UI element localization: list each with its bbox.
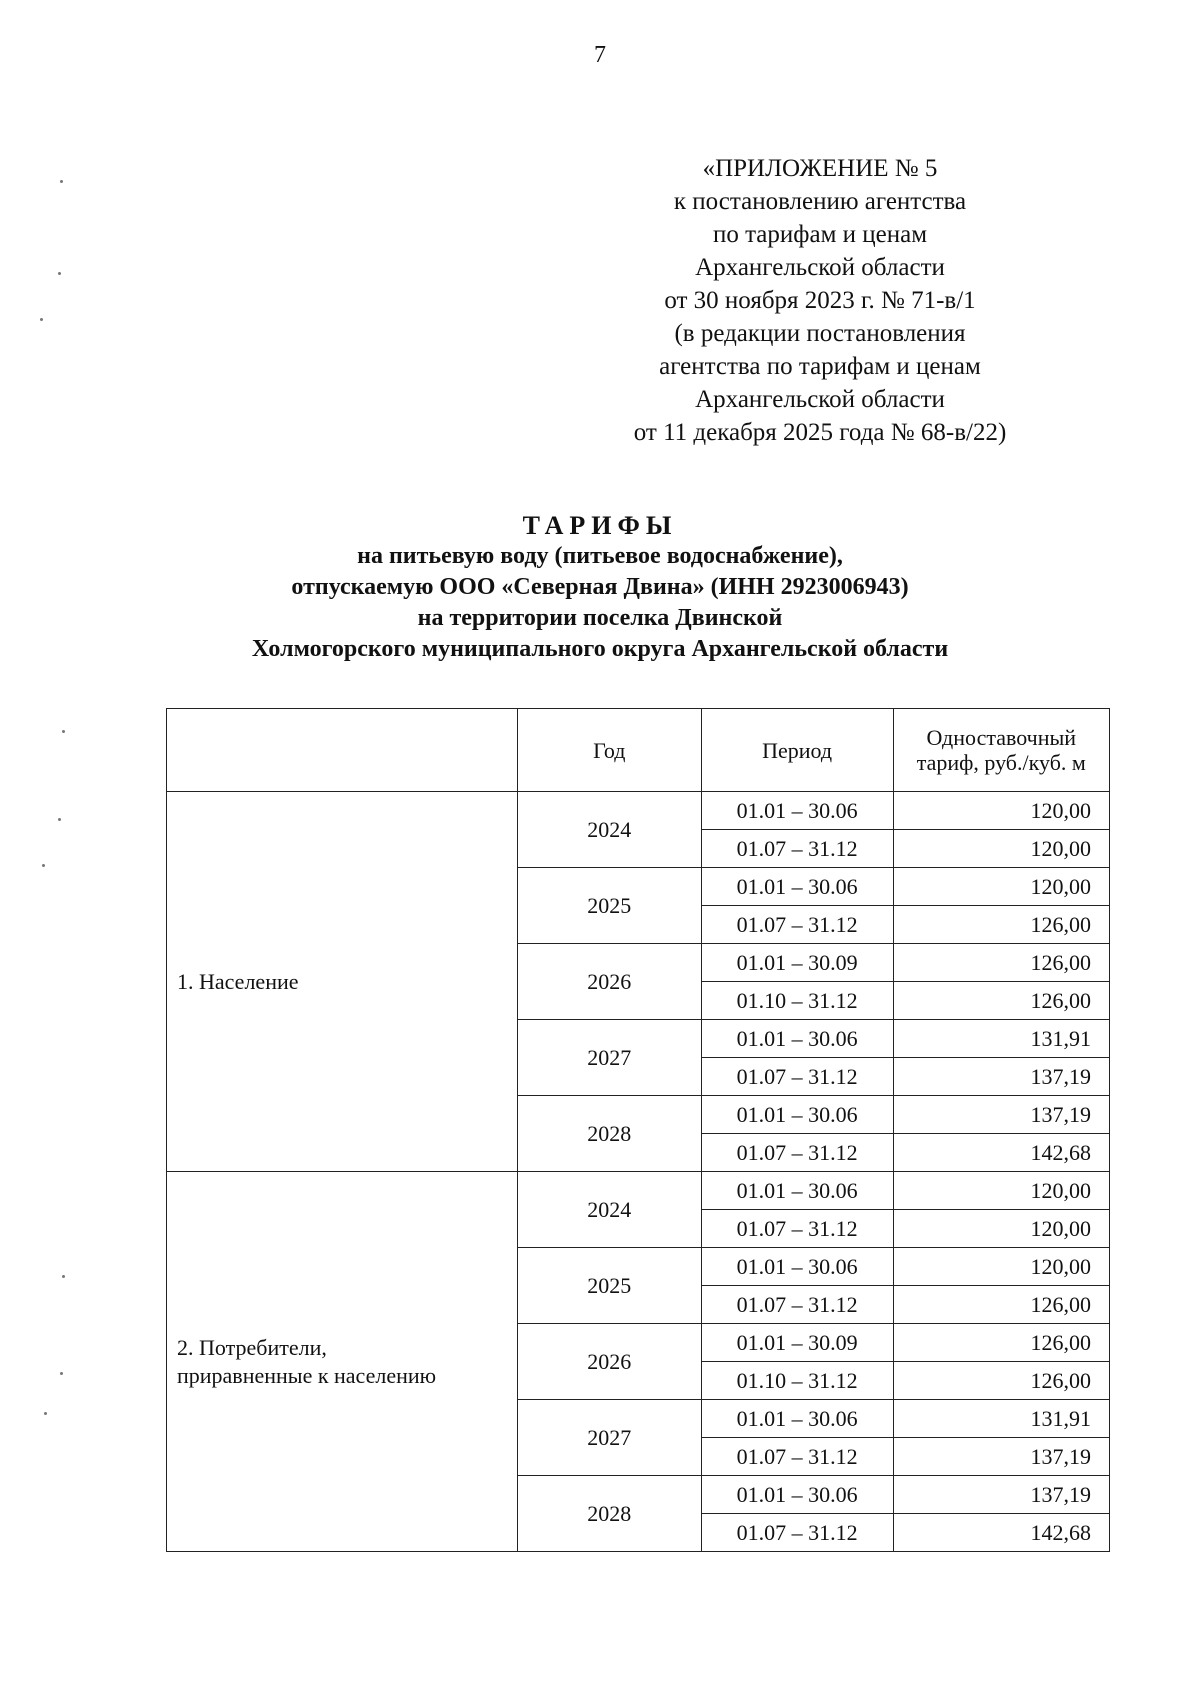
header-tariff: Одноставочный тариф, руб./куб. м xyxy=(893,709,1109,792)
scan-speck xyxy=(40,318,43,321)
year-cell: 2024 xyxy=(517,792,701,868)
period-cell: 01.10 – 31.12 xyxy=(701,1362,893,1400)
period-cell: 01.01 – 30.06 xyxy=(701,1248,893,1286)
appendix-line: (в редакции постановления xyxy=(674,320,966,347)
scan-speck xyxy=(58,272,61,275)
year-cell: 2028 xyxy=(517,1476,701,1552)
appendix-line: агентства по тарифам и ценам xyxy=(659,353,981,380)
scan-speck xyxy=(60,180,63,183)
scan-speck xyxy=(44,1412,47,1415)
title-line: на питьевую воду (питьевое водоснабжение), xyxy=(357,543,843,569)
tariff-value-cell: 126,00 xyxy=(893,1324,1109,1362)
tariff-value-cell: 120,00 xyxy=(893,830,1109,868)
tariff-value-cell: 126,00 xyxy=(893,1286,1109,1324)
tariff-value-cell: 120,00 xyxy=(893,868,1109,906)
period-cell: 01.07 – 31.12 xyxy=(701,1286,893,1324)
appendix-line: Архангельской области xyxy=(695,386,945,413)
tariff-value-cell: 126,00 xyxy=(893,906,1109,944)
appendix-line: «ПРИЛОЖЕНИЕ № 5 xyxy=(702,155,938,182)
period-cell: 01.07 – 31.12 xyxy=(701,1134,893,1172)
period-cell: 01.01 – 30.06 xyxy=(701,792,893,830)
period-cell: 01.01 – 30.09 xyxy=(701,1324,893,1362)
scan-speck xyxy=(62,730,65,733)
title-line: отпускаемую ООО «Северная Двина» (ИНН 2923006943) xyxy=(291,574,909,600)
period-cell: 01.07 – 31.12 xyxy=(701,1058,893,1096)
year-cell: 2025 xyxy=(517,1248,701,1324)
title-main: ТАРИФЫ xyxy=(522,511,678,540)
tariff-value-cell: 126,00 xyxy=(893,944,1109,982)
table-row xyxy=(167,1172,1110,1210)
year-cell: 2028 xyxy=(517,1096,701,1172)
period-cell: 01.01 – 30.09 xyxy=(701,944,893,982)
appendix-block xyxy=(560,152,1080,449)
tariff-value-cell: 137,19 xyxy=(893,1058,1109,1096)
scan-speck xyxy=(42,864,45,867)
period-cell: 01.07 – 31.12 xyxy=(701,1210,893,1248)
year-cell: 2026 xyxy=(517,1324,701,1400)
tariff-value-cell: 120,00 xyxy=(893,1210,1109,1248)
scan-speck xyxy=(62,1275,65,1278)
tariff-value-cell: 120,00 xyxy=(893,792,1109,830)
tariff-value-cell: 137,19 xyxy=(893,1476,1109,1514)
appendix-line: от 30 ноября 2023 г. № 71-в/1 xyxy=(664,287,976,314)
category-cell: 2. Потребители, приравненные к населению xyxy=(167,1172,518,1552)
document-title xyxy=(0,510,1200,665)
appendix-line: к постановлению агентства xyxy=(673,188,967,215)
category-cell: 1. Население xyxy=(167,792,518,1172)
header-year: Год xyxy=(517,709,701,792)
scan-speck xyxy=(60,1372,63,1375)
tariff-table-body xyxy=(167,792,1110,1552)
period-cell: 01.07 – 31.12 xyxy=(701,830,893,868)
period-cell: 01.01 – 30.06 xyxy=(701,1476,893,1514)
year-cell: 2027 xyxy=(517,1400,701,1476)
title-line: на территории поселка Двинской xyxy=(417,605,783,631)
appendix-line: Архангельской области xyxy=(695,254,945,281)
period-cell: 01.07 – 31.12 xyxy=(701,1514,893,1552)
header-period: Период xyxy=(701,709,893,792)
page-number: 7 xyxy=(594,42,606,68)
table-header-row xyxy=(167,709,1110,792)
period-cell: 01.07 – 31.12 xyxy=(701,906,893,944)
period-cell: 01.01 – 30.06 xyxy=(701,1020,893,1058)
period-cell: 01.01 – 30.06 xyxy=(701,868,893,906)
year-cell: 2024 xyxy=(517,1172,701,1248)
tariff-value-cell: 137,19 xyxy=(893,1438,1109,1476)
tariff-value-cell: 137,19 xyxy=(893,1096,1109,1134)
tariff-value-cell: 120,00 xyxy=(893,1248,1109,1286)
period-cell: 01.01 – 30.06 xyxy=(701,1172,893,1210)
tariff-value-cell: 126,00 xyxy=(893,1362,1109,1400)
header-category xyxy=(167,709,518,792)
tariff-table xyxy=(166,708,1110,1552)
year-cell: 2027 xyxy=(517,1020,701,1096)
period-cell: 01.01 – 30.06 xyxy=(701,1096,893,1134)
tariff-value-cell: 131,91 xyxy=(893,1400,1109,1438)
scan-speck xyxy=(58,818,61,821)
appendix-line: от 11 декабря 2025 года № 68-в/22) xyxy=(633,419,1007,446)
tariff-value-cell: 120,00 xyxy=(893,1172,1109,1210)
period-cell: 01.10 – 31.12 xyxy=(701,982,893,1020)
tariff-value-cell: 126,00 xyxy=(893,982,1109,1020)
title-line: Холмогорского муниципального округа Архангельской области xyxy=(251,636,949,662)
year-cell: 2025 xyxy=(517,868,701,944)
tariff-value-cell: 131,91 xyxy=(893,1020,1109,1058)
period-cell: 01.01 – 30.06 xyxy=(701,1400,893,1438)
year-cell: 2026 xyxy=(517,944,701,1020)
period-cell: 01.07 – 31.12 xyxy=(701,1438,893,1476)
appendix-line: по тарифам и ценам xyxy=(712,221,928,248)
tariff-value-cell: 142,68 xyxy=(893,1514,1109,1552)
table-row xyxy=(167,792,1110,830)
tariff-value-cell: 142,68 xyxy=(893,1134,1109,1172)
